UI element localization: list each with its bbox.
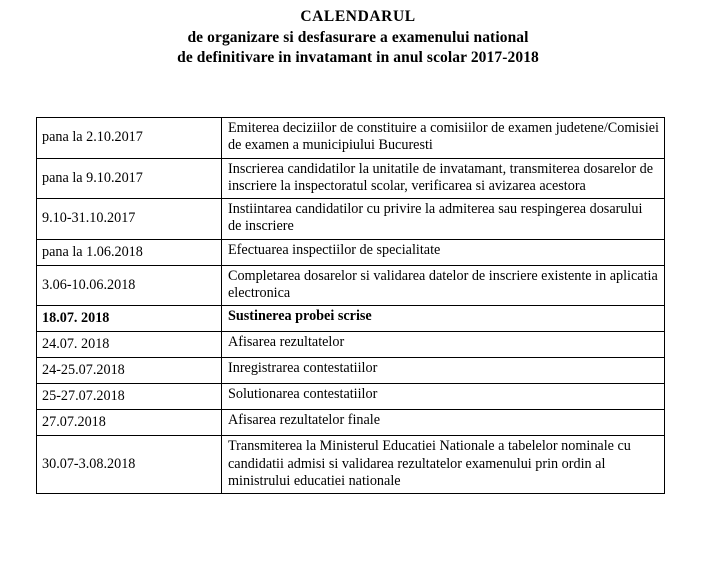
table-cell-description: Afisarea rezultatelor bbox=[222, 332, 665, 358]
table-row bbox=[37, 158, 665, 199]
title-line-1: CALENDARUL bbox=[300, 8, 416, 25]
table-cell-description: Efectuarea inspectiilor de specialitate bbox=[222, 239, 665, 265]
title-line-2: de organizare si desfasurare a examenului national bbox=[187, 28, 529, 46]
table-cell-date: 27.07.2018 bbox=[37, 410, 222, 436]
table-row bbox=[37, 384, 665, 410]
table-row bbox=[37, 332, 665, 358]
table-row bbox=[37, 118, 665, 159]
table-cell-description: Afisarea rezultatelor finale bbox=[222, 410, 665, 436]
table-cell-date: pana la 1.06.2018 bbox=[37, 239, 222, 265]
table-cell-description: Transmiterea la Ministerul Educatiei Nationale a tabelelor nominale cu candidatii admisi si validarea rezultatelor examenului prin ordin al ministrului educatiei nationale bbox=[222, 436, 665, 494]
table-cell-description: Completarea dosarelor si validarea datelor de inscriere existente in aplicatia electronica bbox=[222, 265, 665, 306]
title-line-3: de definitivare in invatamant in anul scolar 2017-2018 bbox=[177, 49, 539, 66]
table-row bbox=[37, 199, 665, 240]
document-title bbox=[0, 7, 716, 69]
table-row bbox=[37, 265, 665, 306]
table-row bbox=[37, 306, 665, 332]
table-cell-date: 24.07. 2018 bbox=[37, 332, 222, 358]
calendar-table bbox=[36, 117, 665, 494]
table-cell-description: Sustinerea probei scrise bbox=[222, 306, 665, 332]
table-cell-date: 25-27.07.2018 bbox=[37, 384, 222, 410]
table-cell-description: Inscrierea candidatilor la unitatile de invatamant, transmiterea dosarelor de inscriere la inspectoratul scolar, verificarea si avizarea acestora bbox=[222, 158, 665, 199]
table-row bbox=[37, 358, 665, 384]
table-cell-date: 3.06-10.06.2018 bbox=[37, 265, 222, 306]
table-cell-date: pana la 9.10.2017 bbox=[37, 158, 222, 199]
table-cell-description: Solutionarea contestatiilor bbox=[222, 384, 665, 410]
table-cell-description: Instiintarea candidatilor cu privire la admiterea sau respingerea dosarului de inscriere bbox=[222, 199, 665, 240]
table-cell-date: pana la 2.10.2017 bbox=[37, 118, 222, 159]
table-cell-date: 30.07-3.08.2018 bbox=[37, 436, 222, 494]
calendar-table-body bbox=[37, 118, 665, 494]
table-cell-date: 24-25.07.2018 bbox=[37, 358, 222, 384]
table-row bbox=[37, 410, 665, 436]
table-row bbox=[37, 239, 665, 265]
table-cell-date: 18.07. 2018 bbox=[37, 306, 222, 332]
table-row bbox=[37, 436, 665, 494]
table-cell-description: Emiterea deciziilor de constituire a comisiilor de examen judetene/Comisiei de examen a municipiului Bucuresti bbox=[222, 118, 665, 159]
table-cell-date: 9.10-31.10.2017 bbox=[37, 199, 222, 240]
table-cell-description: Inregistrarea contestatiilor bbox=[222, 358, 665, 384]
